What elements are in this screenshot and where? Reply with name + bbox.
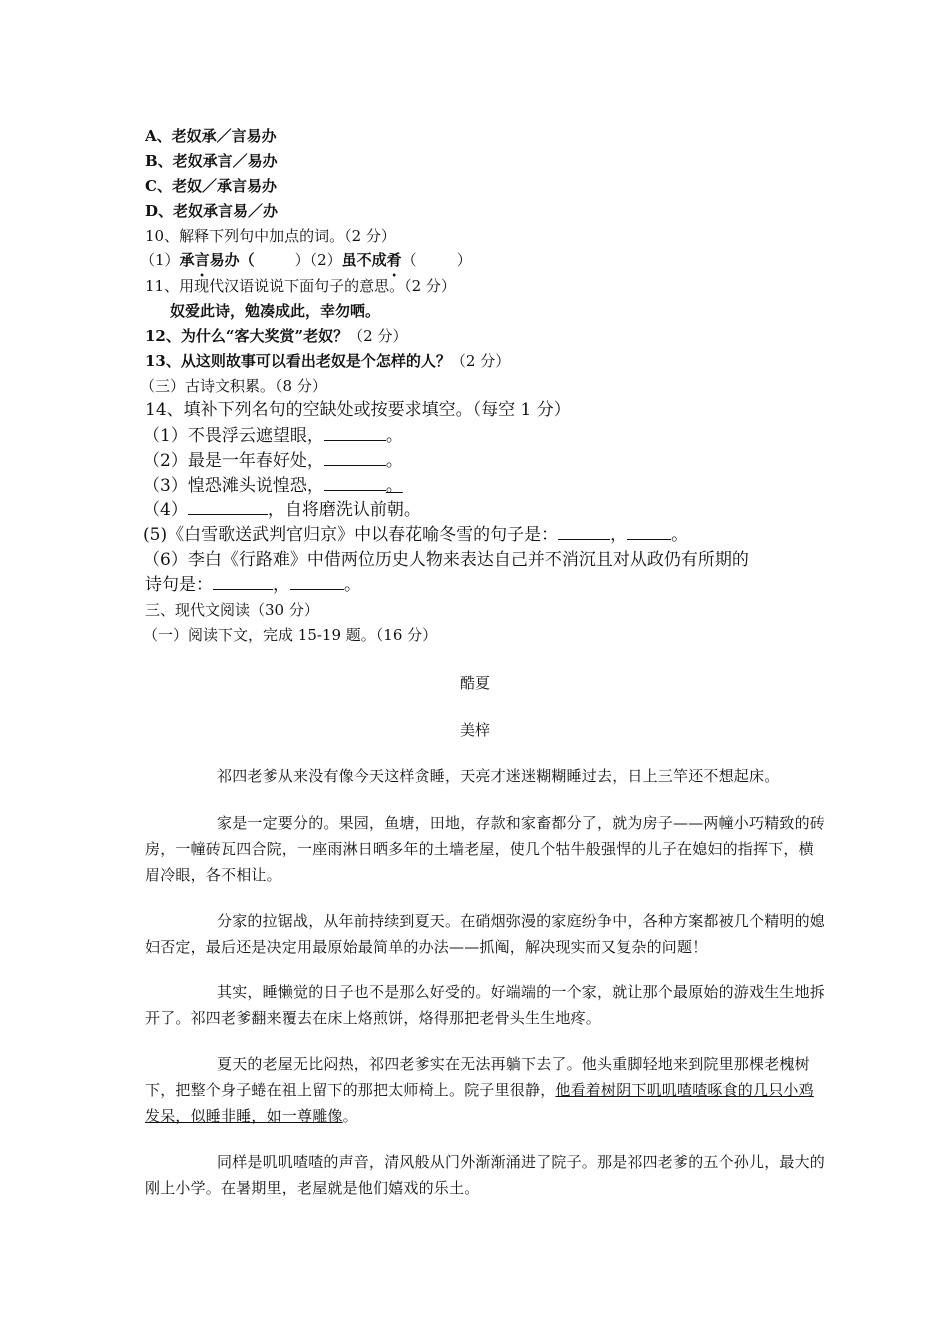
q14-blank-1 xyxy=(324,426,386,441)
q14-line-6b-text: 诗句是： xyxy=(145,575,213,595)
question-10-items xyxy=(140,250,472,270)
q10-item2-text: 虽不成 xyxy=(341,251,387,269)
article-paragraph-5 xyxy=(145,1051,825,1129)
option-c: C、老奴／承言易办 xyxy=(145,177,277,195)
q14-blank-5b xyxy=(627,525,671,540)
q14-line-6b-mid: ， xyxy=(273,575,290,595)
q14-blank-3 xyxy=(324,476,386,491)
q10-item1-prefix: （1） xyxy=(140,251,180,269)
q10-item2-prefix: ）（2） xyxy=(294,251,342,269)
q14-blank-6b xyxy=(290,575,344,590)
question-13 xyxy=(145,351,510,371)
q14-line-1-text: （1）不畏浮云遮望眼， xyxy=(143,426,324,446)
q14-line-2-text: （2）最是一年春好处， xyxy=(143,451,324,471)
q14-line-4 xyxy=(143,500,421,520)
q14-blank-4 xyxy=(188,500,268,515)
q14-line-5-end: 。 xyxy=(671,525,689,545)
q14-line-3 xyxy=(143,476,403,496)
q14-line-6b xyxy=(145,575,361,595)
article-paragraph-2: 家是一定要分的。果园，鱼塘，田地，存款和家畜都分了，就为房子——两幢小巧精致的砖房，一幢砖瓦四合院，一座雨淋日晒多年的土墙老屋，使几个牯牛般强悍的儿子在媳妇的指挥下，横眉冷眼，各不相让。 xyxy=(145,814,826,884)
article-paragraph-4: 其实，睡懒觉的日子也不是那么好受的。好端端的一个家，就让那个最原始的游戏生生地拆开了。祁四老爹翻来覆去在床上烙煎饼，烙得那把老骨头生生地疼。 xyxy=(145,983,826,1027)
q12-text: 12、为什么“客大奖赏”老奴？ xyxy=(145,327,349,345)
q14-line-2-end: 。 xyxy=(385,451,403,471)
option-a: A、老奴承／言易办 xyxy=(145,127,277,145)
article-paragraph-3: 分家的拉锯战，从年前持续到夏天。在硝烟弥漫的家庭纷争中，各种方案都被几个精明的媳妇否定，最后还是决定用最原始最简单的办法——抓阄，解决现实而又复杂的问题！ xyxy=(145,912,826,956)
q14-line-4-text: ，自将磨洗认前朝。 xyxy=(267,500,421,520)
option-b: B、老奴承言／易办 xyxy=(145,152,278,170)
q14-line-6b-end: 。 xyxy=(344,575,361,595)
q14-line-5 xyxy=(143,525,688,545)
q12-score: （2 分） xyxy=(348,327,408,345)
q14-line-1-end: 。 xyxy=(385,426,403,446)
q14-line-6a: （6）李白《行路难》中借两位历史人物来表达自己并不消沉且对从政仍有所期的 xyxy=(143,550,749,570)
article-paragraph-1: 祁四老爹从来没有像今天这样贪睡，天亮才迷迷糊糊睡过去，日上三竿还不想起床。 xyxy=(217,767,780,785)
question-10-title: 10、解释下列句中加点的词。（2 分） xyxy=(145,227,396,245)
q10-item2-dotted-word: 肴 xyxy=(386,251,402,269)
paragraph-5-end: 。 xyxy=(342,1107,358,1125)
q14-line-3-end: 。 xyxy=(385,476,403,496)
q10-item2-close: ） xyxy=(456,251,472,269)
paragraph-5-text: 夏天的老屋无比闷热，祁四老爹实在无法再躺下去了。他头重脚轻地来到院里那棵老槐树下，把整个身子蜷在祖上留下的那把太师椅上。院子里很静， xyxy=(145,1055,810,1099)
question-12 xyxy=(145,326,407,346)
q10-item2-open: （ xyxy=(401,251,417,269)
question-11-title: 11、用现代汉语说说下面句子的意思。（2 分） xyxy=(145,277,456,295)
option-d: D、老奴承言易／办 xyxy=(145,202,279,220)
q14-blank-5a xyxy=(558,525,610,540)
q14-line-2 xyxy=(143,451,403,471)
q10-item1-text-after: 易办（ xyxy=(209,251,255,269)
paragraph-5-underlined-sentence: 他看着树阴下叽叽喳喳啄食的几只小鸡发呆，似睡非睡，如一尊雕像 xyxy=(145,1081,814,1125)
q13-text: 13、从这则故事可以看出老奴是个怎样的人？ xyxy=(145,352,451,370)
q14-line-5-mid: ， xyxy=(610,525,628,545)
article-title: 酷夏 xyxy=(459,674,490,692)
q14-blank-6a xyxy=(213,575,273,590)
q14-line-5-text: (5)《白雪歌送武判官归京》中以春花喻冬雪的句子是： xyxy=(143,525,559,545)
q14-line-1 xyxy=(143,426,403,446)
part-3-subheading: （一）阅读下文，完成 15-19 题。（16 分） xyxy=(143,626,438,644)
part-3-heading: 三、现代文阅读（30 分） xyxy=(145,601,319,619)
article-author: 美梓 xyxy=(459,721,490,739)
article-paragraph-6: 同样是叽叽喳喳的声音，清风般从门外渐渐涌进了院子。那是祁四老爹的五个孙儿，最大的刚上小学。在暑期里，老屋就是他们嬉戏的乐土。 xyxy=(145,1153,826,1197)
q10-item1-dotted-word: 言 xyxy=(194,251,210,269)
question-14-title: 14、填补下列名句的空缺处或按要求填空。（每空 1 分） xyxy=(145,400,571,420)
q13-score: （2 分） xyxy=(450,352,511,370)
question-11-sentence: 奴爱此诗，勉凑成此，幸勿哂。 xyxy=(170,302,381,320)
q14-blank-2 xyxy=(324,451,386,466)
q10-item1-text: 承 xyxy=(179,251,195,269)
q14-line-4-prefix: （4） xyxy=(143,500,188,520)
q14-line-3-text: （3）惶恐滩头说惶恐， xyxy=(143,476,324,496)
section-3-heading: （三）古诗文积累。（8 分） xyxy=(140,377,327,395)
